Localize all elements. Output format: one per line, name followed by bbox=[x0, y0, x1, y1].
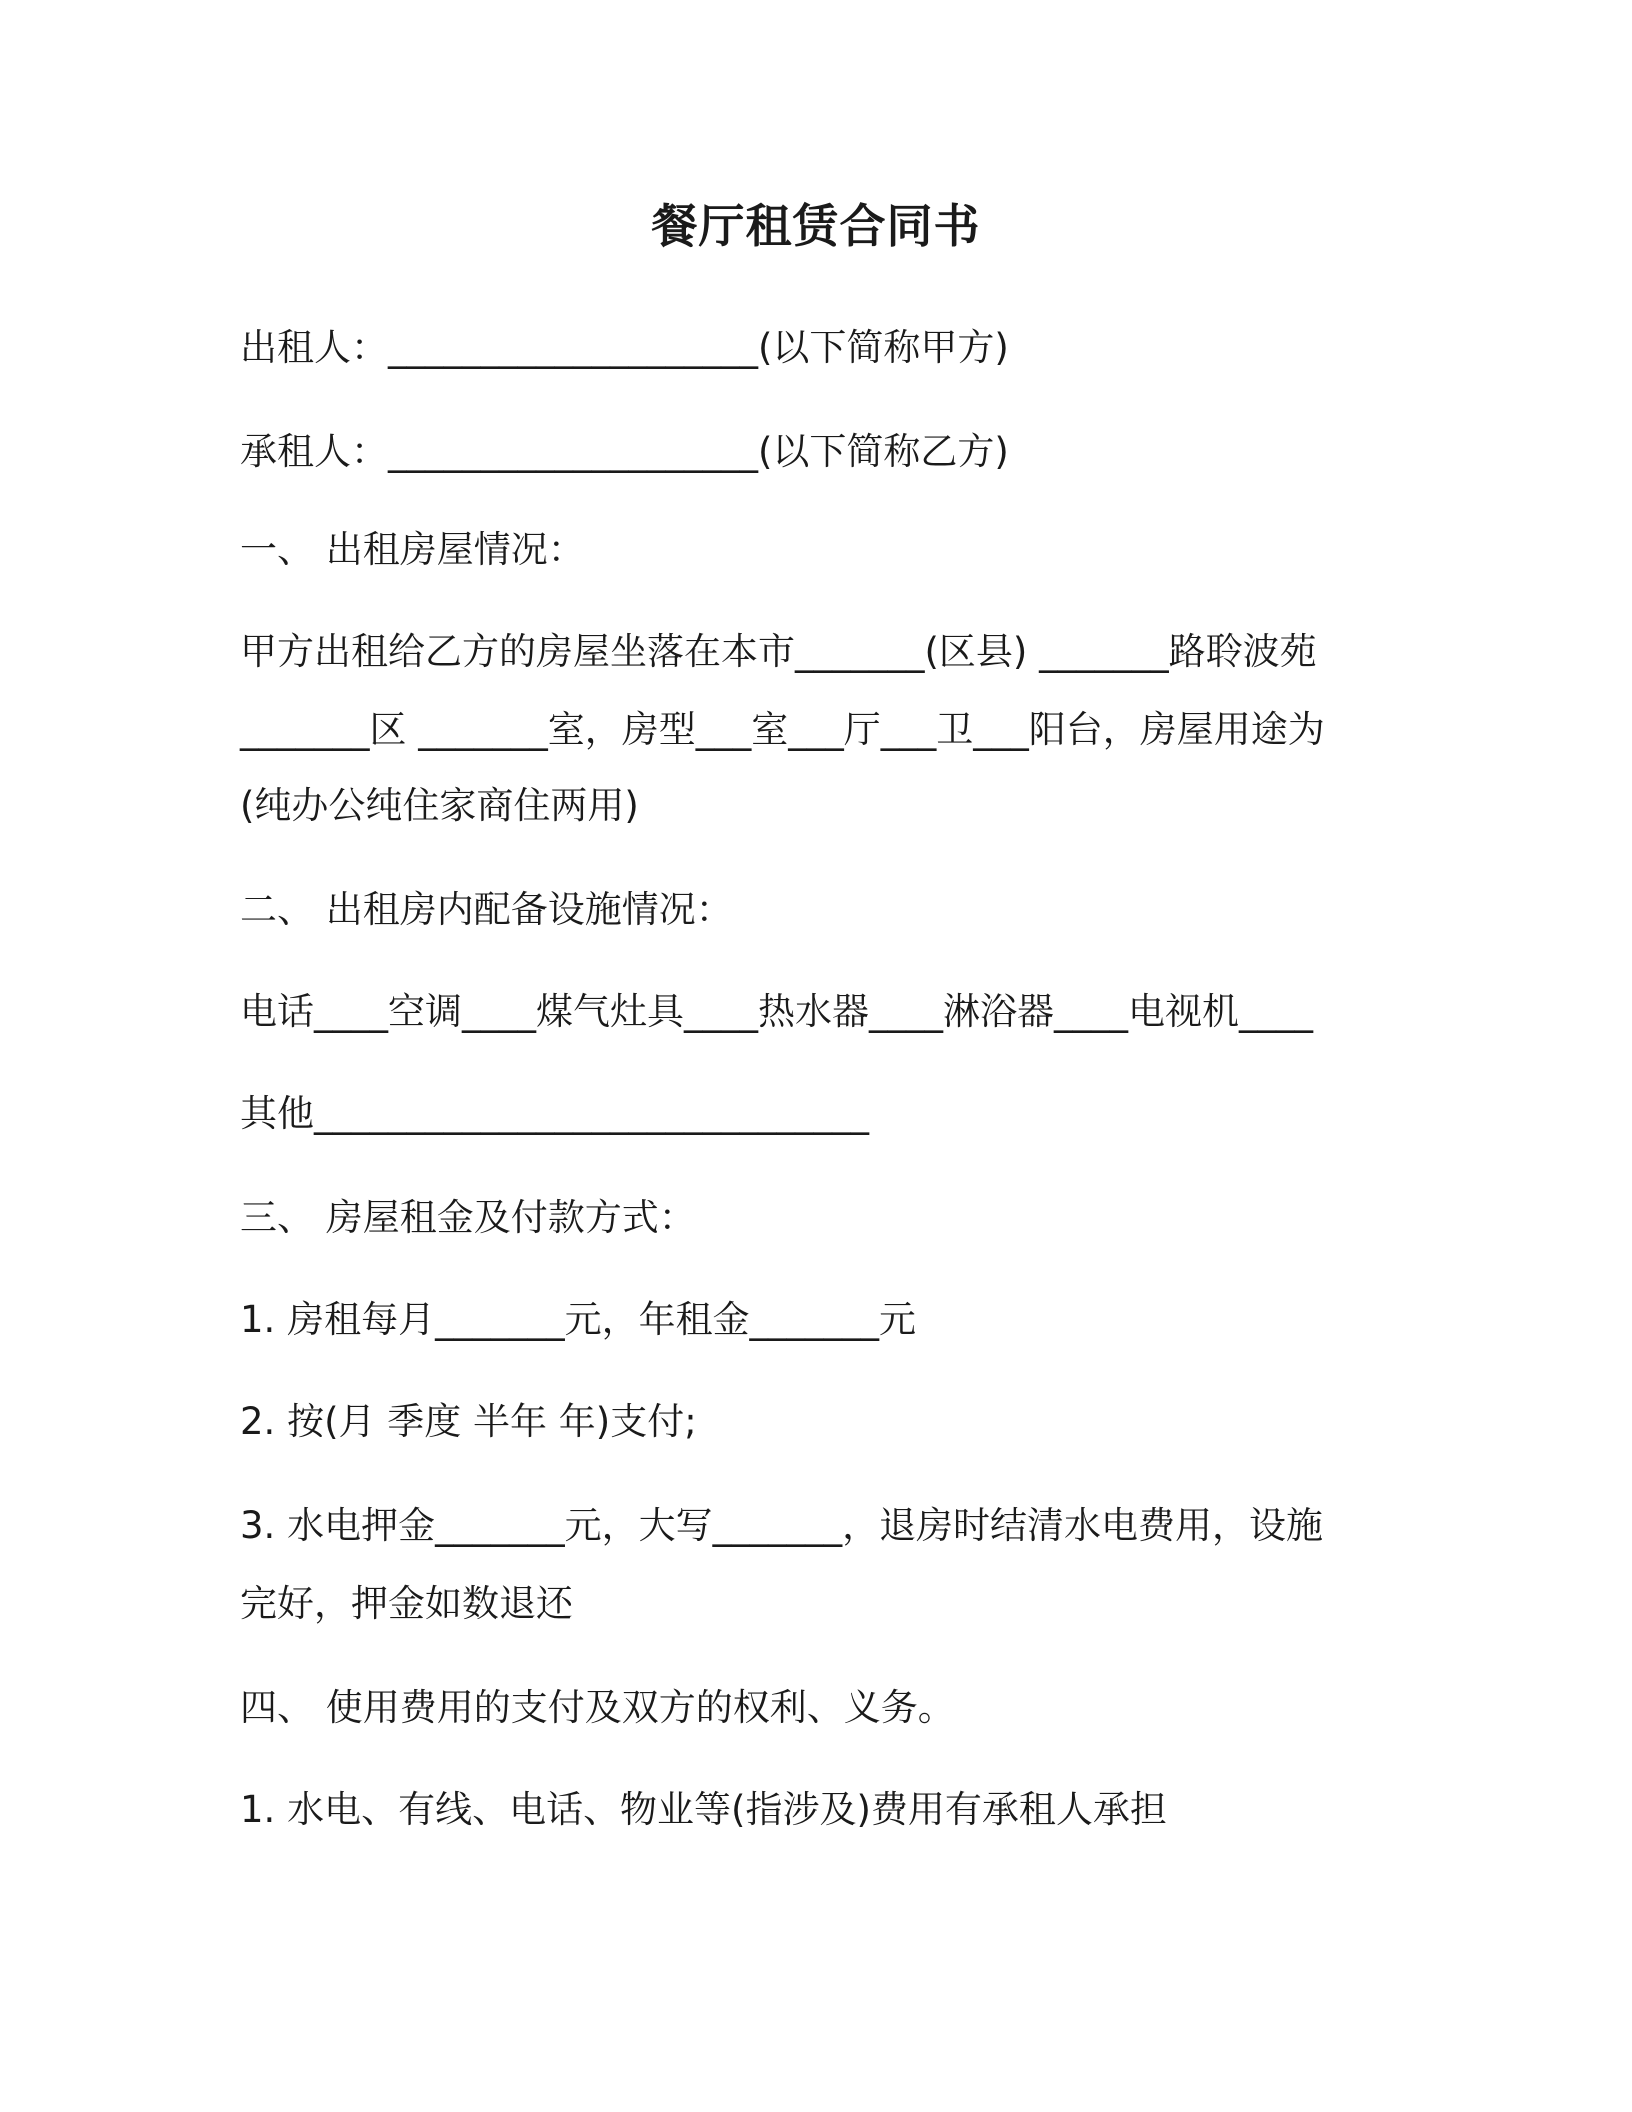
section1-line-3: (纯办公纯住家商住两用) bbox=[240, 784, 639, 827]
section3-heading: 三、 房屋租金及付款方式： bbox=[240, 1196, 696, 1239]
section3-item-1: 1. 房租每月_______元，年租金_______元 bbox=[240, 1298, 917, 1341]
section3-item-3-line-2: 完好，押金如数退还 bbox=[240, 1582, 573, 1625]
lessor-line: 出租人：____________________(以下简称甲方) bbox=[240, 326, 1009, 369]
lessee-line: 承租人：____________________(以下简称乙方) bbox=[240, 430, 1009, 473]
section3-item-2: 2. 按(月 季度 半年 年)支付; bbox=[240, 1400, 697, 1443]
section3-item-3-line-1: 3. 水电押金_______元，大写_______，退房时结清水电费用，设施 bbox=[240, 1504, 1324, 1547]
section4-item-1: 1. 水电、有线、电话、物业等(指涉及)费用有承租人承担 bbox=[240, 1788, 1167, 1831]
other-facilities-line: 其他______________________________ bbox=[240, 1092, 869, 1135]
section1-heading: 一、 出租房屋情况： bbox=[240, 528, 585, 571]
section1-line-2: _______区 _______室，房型___室___厅___卫___阳台，房屋用途为 bbox=[240, 708, 1325, 751]
section1-line-1: 甲方出租给乙方的房屋坐落在本市_______(区县) _______路聆波苑 bbox=[240, 630, 1317, 673]
facilities-line: 电话____空调____煤气灶具____热水器____淋浴器____电视机____ bbox=[240, 990, 1313, 1033]
document-title: 餐厅租赁合同书 bbox=[651, 199, 981, 253]
section4-heading: 四、 使用费用的支付及双方的权利、义务。 bbox=[240, 1686, 955, 1729]
section2-heading: 二、 出租房内配备设施情况： bbox=[240, 888, 733, 931]
